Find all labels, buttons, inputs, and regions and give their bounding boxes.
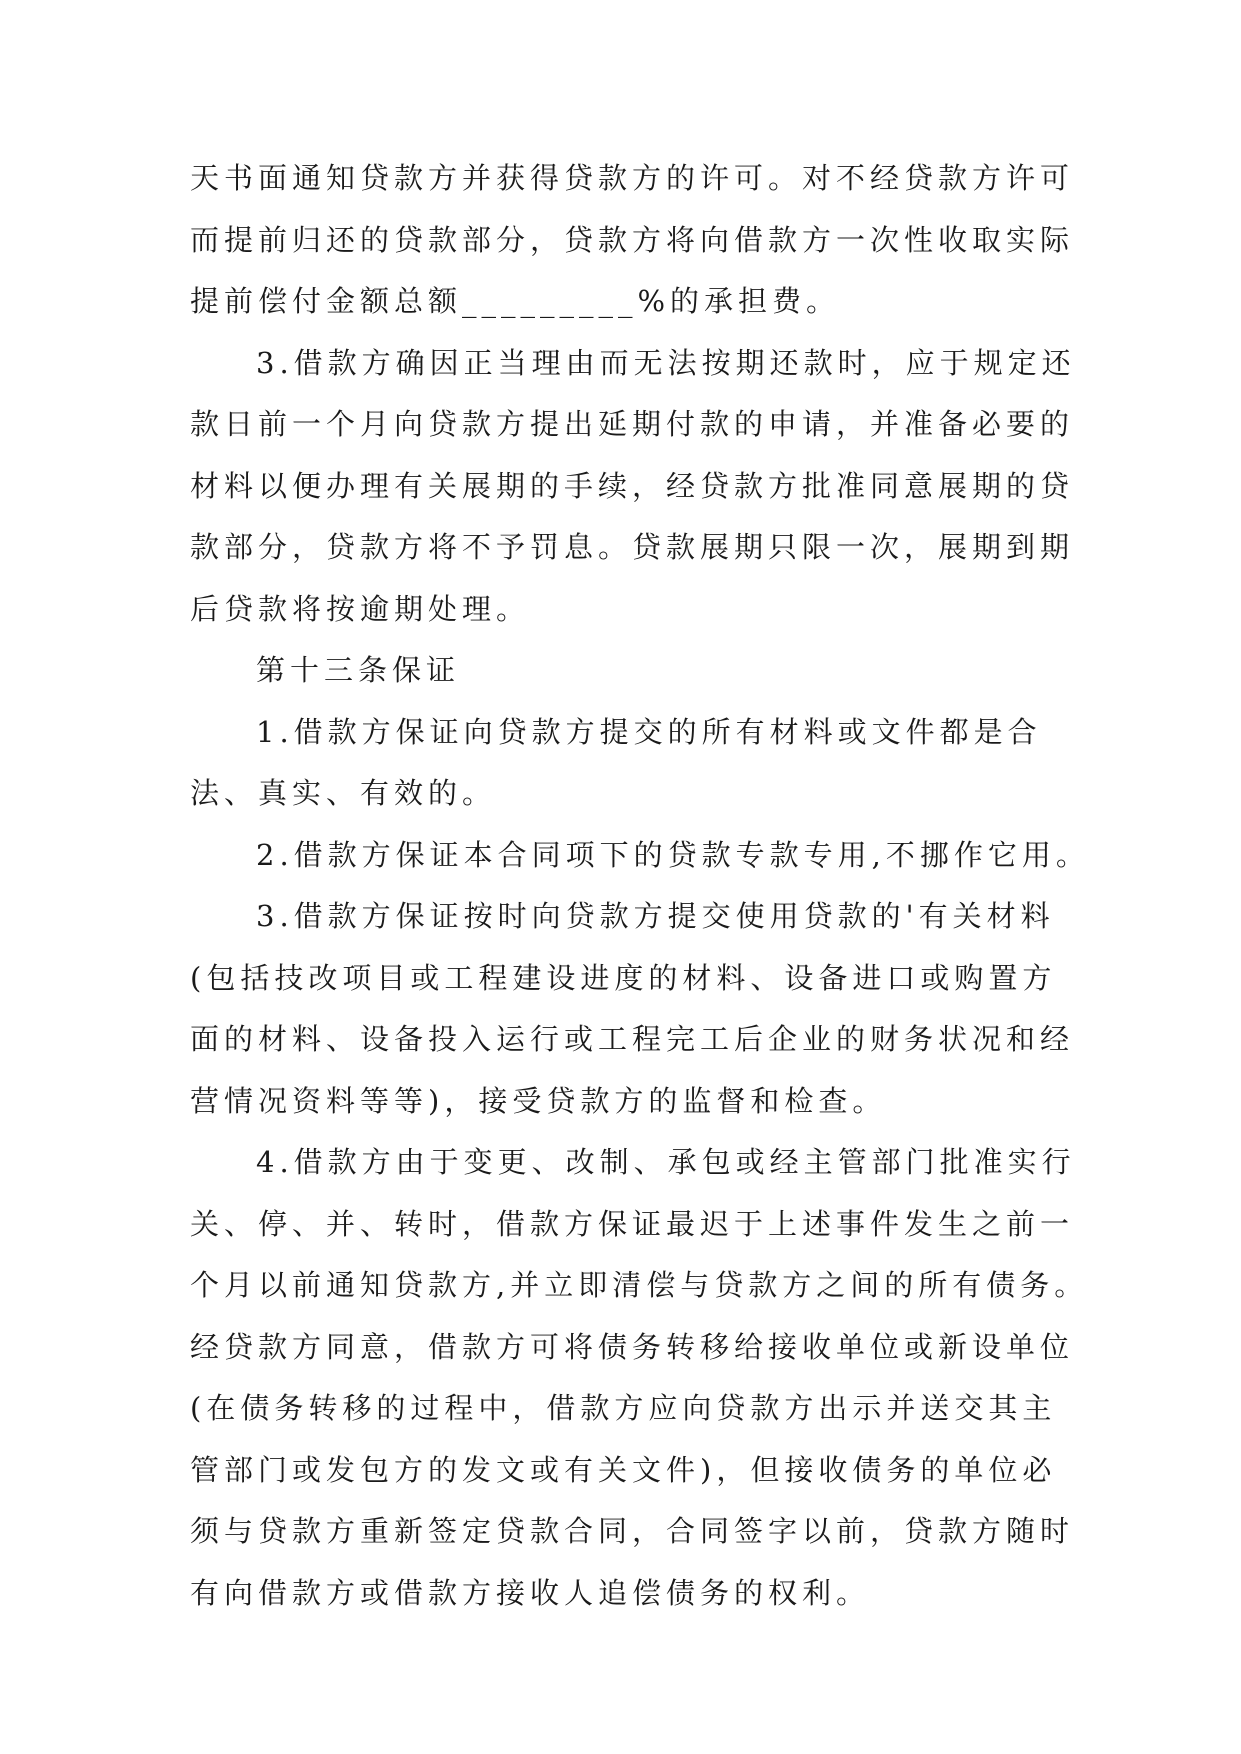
text-line: 而提前归还的贷款部分，贷款方将向借款方一次性收取实际 — [190, 222, 1075, 257]
text-line: 有向借款方或借款方接收人追偿债务的权利。 — [190, 1575, 871, 1610]
text-line: 营情况资料等等)，接受贷款方的监督和检查。 — [190, 1083, 887, 1118]
text-line: 1.借款方保证向贷款方提交的所有材料或文件都是合 — [256, 714, 1042, 749]
text-line: 款部分，贷款方将不予罚息。贷款展期只限一次，展期到期 — [190, 530, 1075, 564]
text-line: 个月以前通知贷款方,并立即清偿与贷款方之间的所有债务。 — [190, 1268, 1089, 1302]
text-line: (包括技改项目或工程建设进度的材料、设备进口或购置方 — [190, 960, 1057, 995]
document-body — [190, 158, 1090, 1634]
text-line: 经贷款方同意，借款方可将债务转移给接收单位或新设单位 — [190, 1329, 1075, 1364]
text-line: 天书面通知贷款方并获得贷款方的许可。对不经贷款方许可 — [190, 161, 1075, 195]
text-line: 法、真实、有效的。 — [190, 776, 497, 810]
text-line: 关、停、并、转时，借款方保证最迟于上述事件发生之前一 — [190, 1206, 1075, 1241]
text-line: 面的材料、设备投入运行或工程完工后企业的财务状况和经 — [190, 1022, 1075, 1056]
text-line: 材料以便办理有关展期的手续，经贷款方批准同意展期的贷 — [190, 468, 1075, 503]
text-line: 须与贷款方重新签定贷款合同，合同签字以前，贷款方随时 — [190, 1514, 1075, 1548]
text-line: 提前偿付金额总额_________%的承担费。 — [190, 284, 841, 318]
text-line: 后贷款将按逾期处理。 — [190, 591, 531, 626]
text-line: 4.借款方由于变更、改制、承包或经主管部门批准实行 — [256, 1145, 1076, 1179]
text-line: 3.借款方确因正当理由而无法按期还款时，应于规定还 — [256, 345, 1076, 380]
text-line: 3.借款方保证按时向贷款方提交使用贷款的'有关材料 — [256, 899, 1055, 933]
text-line: 2.借款方保证本合同项下的贷款专款专用,不挪作它用。 — [256, 837, 1090, 872]
text-line: 款日前一个月向贷款方提出延期付款的申请，并准备必要的 — [190, 407, 1075, 441]
text-line: (在债务转移的过程中，借款方应向贷款方出示并送交其主 — [190, 1391, 1057, 1425]
text-line: 管部门或发包方的发文或有关文件)，但接收债务的单位必 — [190, 1452, 1057, 1487]
text-line: 第十三条保证 — [256, 653, 461, 687]
